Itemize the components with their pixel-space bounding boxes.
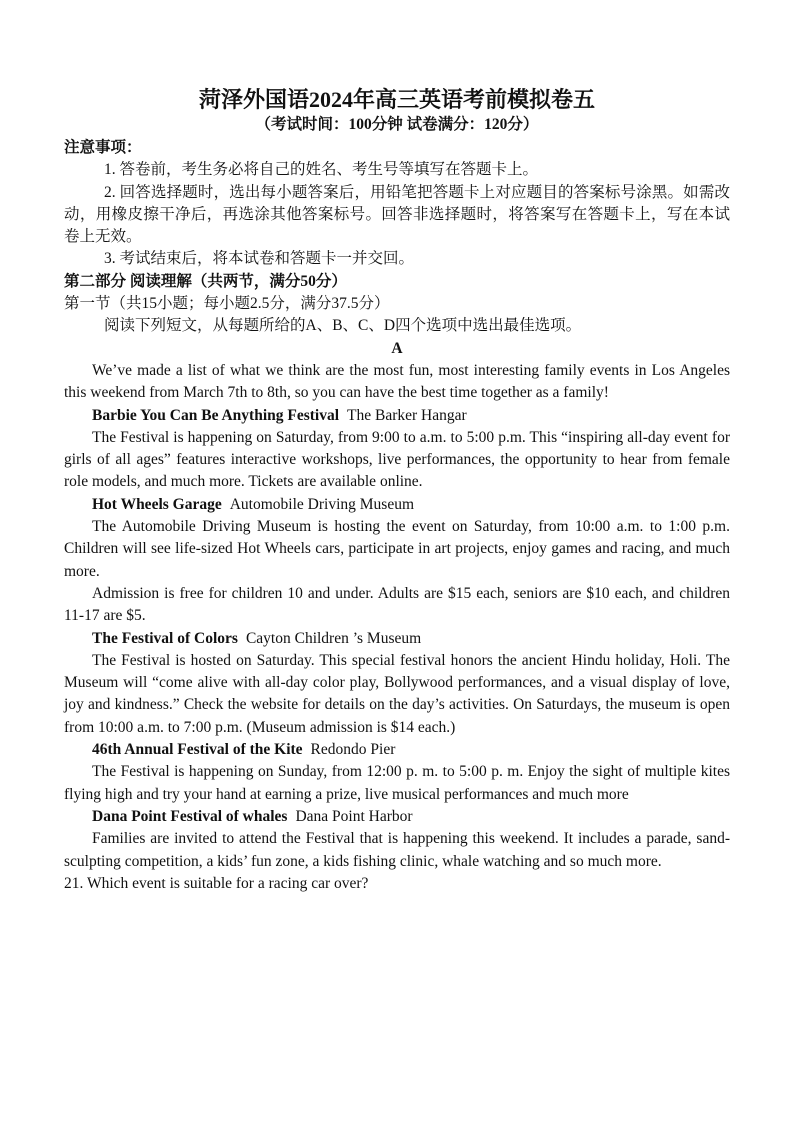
event-paragraph: The Festival is happening on Sunday, from 12:00 p. m. to 5:00 p. m. Enjoy the sight of multiple kites flying high and try your hand at earning a prize, live musical performances and much more [64,763,730,803]
notice-heading: 注意事项： [64,139,142,156]
event-name: 46th Annual Festival of the Kite [92,741,303,759]
event-venue: Automobile Driving Museum [229,495,415,513]
event-heading [64,494,730,516]
event-venue: Cayton Children ’s Museum [245,629,422,647]
passage-intro: We’ve made a list of what we think are the most fun, most interesting family events in Los Angeles this weekend from March 7th to 8th, so you can have the best time together as a family! [64,361,730,402]
event-heading [64,628,730,650]
event-heading [64,405,730,427]
notice-item-1: 1. 答卷前，考生务必将自己的姓名、考生号等填写在答题卡上。 [104,161,539,179]
notice-item-3: 3. 考试结束后，将本试卷和答题卡一并交回。 [104,250,415,268]
event-venue: Redondo Pier [310,741,396,759]
event-name: The Festival of Colors [92,629,238,647]
event-name: Hot Wheels Garage [92,495,222,513]
event-heading [64,806,730,828]
section-instruction: 阅读下列短文，从每题所给的A、B、C、D四个选项中选出最佳选项。 [104,317,582,335]
event-name: Dana Point Festival of whales [92,807,288,825]
exam-subtitle: （考试时间：100分钟 试卷满分：120分） [255,116,539,133]
passage-label: A [391,339,403,357]
section-heading: 第一节（共15小题；每小题2.5分，满分37.5分） [64,295,390,313]
notice-item-2: 2. 回答选择题时，选出每小题答案后，用铅笔把答题卡上对应题目的答案标号涂黑。如需改动，用橡皮擦干净后，再选涂其他答案标号。回答非选择题时，将答案写在答题卡上，写在本试卷上无效。 [64,183,730,246]
question-21: 21. Which event is suitable for a racing car over? [64,874,369,892]
part-heading: 第二部分 阅读理解（共两节，满分50分） [64,272,347,290]
event-paragraph: The Festival is hosted on Saturday. This special festival honors the ancient Hindu holiday, Holi. The Museum will “come alive with all-day color play, Bollywood performances, and a visual display of love, joy and kindness.” Check the website for details on the day’s activities. On Saturdays, the museum is open from 10:00 a.m. to 7:00 p.m. (Museum admission is $14 each.) [64,651,730,736]
event-heading [64,739,730,761]
event-paragraph: Families are invited to attend the Festival that is happening this weekend. It includes a parade, sand-sculpting competition, a kids’ fun zone, a kids fishing clinic, whale watching and so much more. [64,830,730,870]
exam-title: 菏泽外国语2024年高三英语考前模拟卷五 [198,87,595,112]
event-paragraph: The Automobile Driving Museum is hosting the event on Saturday, from 10:00 a.m. to 1:00 p.m. Children will see life-sized Hot Wheels cars, participate in art projects, enjoy games and racing, and much more. [64,518,730,580]
event-paragraph: The Festival is happening on Saturday, from 9:00 to a.m. to 5:00 p.m. This “inspiring all-day event for girls of all ages” features interactive workshops, live performances, the opportunity to hear from female role models, and much more. Tickets are available online. [64,428,730,491]
event-paragraph: Admission is free for children 10 and under. Adults are $15 each, seniors are $10 each, and children 11-17 are $5. [64,584,730,625]
event-venue: Dana Point Harbor [295,807,413,825]
event-venue: The Barker Hangar [347,406,467,424]
event-name: Barbie You Can Be Anything Festival [92,406,340,424]
